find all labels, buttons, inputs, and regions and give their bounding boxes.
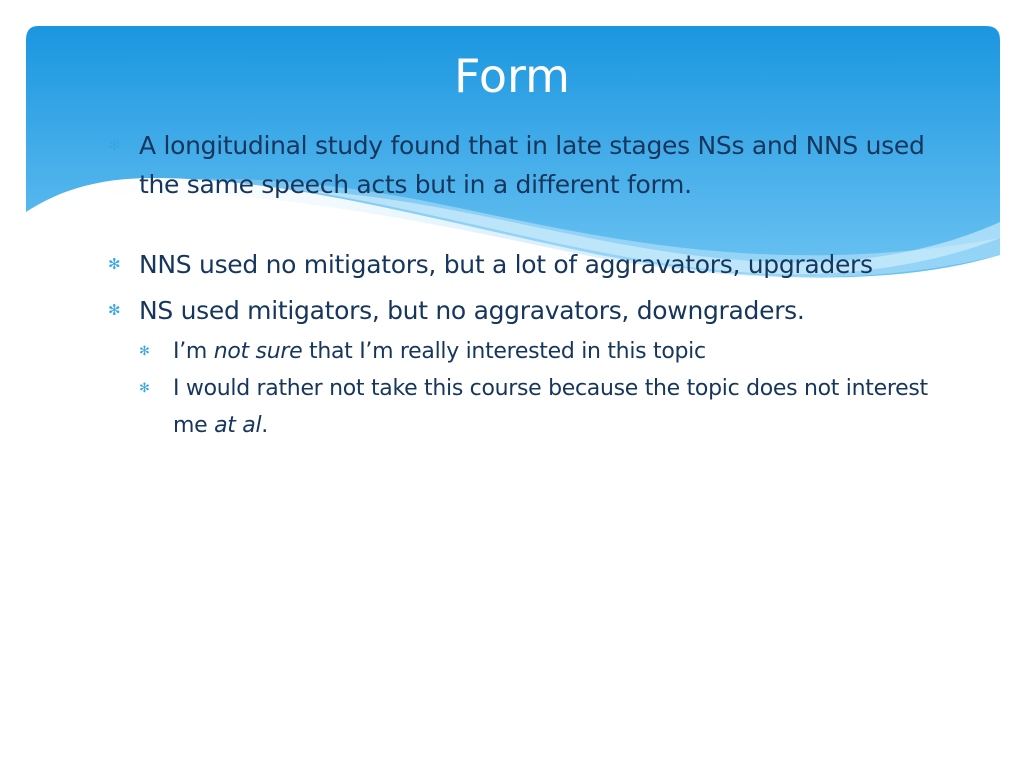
list-item bbox=[108, 291, 928, 444]
bullet-text: NS used mitigators, but no aggravators, downgraders. bbox=[139, 296, 805, 325]
asterisk-bullet-icon: ✻ bbox=[108, 255, 121, 273]
list-item bbox=[108, 126, 928, 204]
sub-bullet-text-before: I would rather not take this course because the topic does not interest me bbox=[173, 376, 928, 438]
sub-bullet-text-emphasis: at al bbox=[214, 413, 262, 438]
asterisk-bullet-icon: ✻ bbox=[108, 136, 121, 154]
asterisk-bullet-icon: ✻ bbox=[139, 344, 150, 359]
bullet-text: NNS used no mitigators, but a lot of aggravators, upgraders bbox=[139, 250, 873, 279]
asterisk-bullet-icon: ✻ bbox=[139, 381, 150, 396]
list-item bbox=[108, 245, 928, 284]
sub-bullet-list bbox=[139, 333, 928, 444]
list-item bbox=[139, 333, 928, 370]
bullet-list bbox=[108, 126, 928, 444]
sub-bullet-text-after: that I’m really interested in this topic bbox=[302, 339, 706, 364]
sub-bullet-text-after: . bbox=[261, 413, 268, 438]
sub-bullet-text-emphasis: not sure bbox=[213, 339, 303, 364]
slide-body bbox=[108, 126, 928, 444]
list-item bbox=[139, 370, 928, 444]
slide-title: Form bbox=[454, 49, 570, 103]
sub-bullet-text-before: I’m bbox=[173, 339, 214, 364]
asterisk-bullet-icon: ✻ bbox=[108, 301, 121, 319]
bullet-text: A longitudinal study found that in late stages NSs and NNS used the same speech acts but in a different form. bbox=[139, 131, 925, 199]
